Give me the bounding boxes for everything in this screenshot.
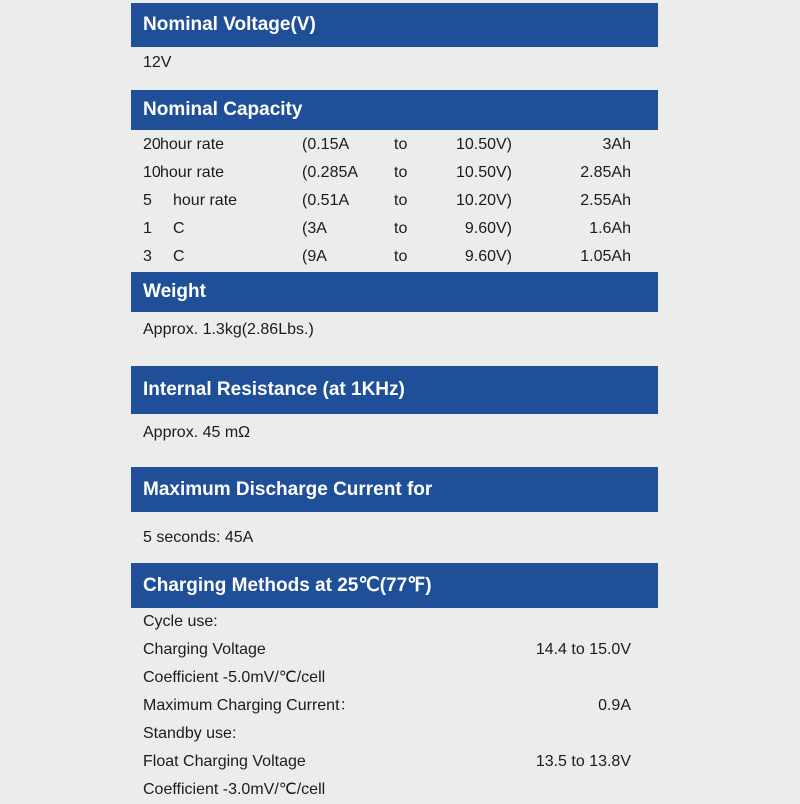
rate-to: to [394,164,408,181]
section-title: Nominal Voltage(V) [143,14,316,35]
rate-capacity: 3Ah [602,136,631,153]
nominal-voltage-value: 12V [143,54,172,71]
rate-capacity: 1.6Ah [589,220,631,237]
rate-to: to [394,220,408,237]
spec-sheet [131,0,658,804]
rate-to: to [394,192,408,209]
rate-current: (0.51A [302,192,350,209]
rate-number: 3 [143,248,152,265]
section-header-charging-methods [131,563,658,608]
section-header-max-discharge [131,467,658,512]
capacity-row [131,243,658,271]
standby-coefficient: Coefficient -3.0mV/℃/cell [143,781,326,798]
rate-end-voltage: 10.20V) [455,192,512,209]
rate-name: hour rate [173,192,238,209]
rate-number: 1 [143,220,152,237]
section-header-internal-resistance [131,366,658,414]
rate-name: hour rate [160,164,225,181]
max-discharge-value: 5 seconds: 45A [143,529,254,546]
section-header-nominal-voltage [131,3,658,47]
rate-number: 5 [143,192,152,209]
charging-details [131,608,658,804]
standby-use-label: Standby use: [143,725,237,742]
internal-resistance-value: Approx. 45 mΩ [143,424,251,441]
rate-number: 20 [143,136,161,153]
rate-end-voltage: 9.60V) [464,248,512,265]
rate-to: to [394,136,408,153]
capacity-row [131,131,658,159]
float-charging-voltage-row [131,748,658,776]
max-charging-current-value: 0.9A [598,697,631,714]
section-title: Charging Methods at 25℃(77℉) [143,575,432,596]
charging-voltage-label: Charging Voltage [143,641,266,658]
max-charging-current-label: Maximum Charging Current： [143,697,356,714]
float-charging-voltage-value: 13.5 to 13.8V [535,753,631,770]
rate-current: (0.285A [302,164,359,181]
charging-voltage-row [131,636,658,664]
rate-capacity: 2.55Ah [580,192,631,209]
capacity-row [131,159,658,187]
capacity-row [131,187,658,215]
rate-name: C [173,220,185,237]
capacity-row [131,215,658,243]
section-title: Nominal Capacity [143,99,303,120]
rate-to: to [394,248,408,265]
rate-end-voltage: 9.60V) [464,220,512,237]
charging-voltage-value: 14.4 to 15.0V [535,641,631,658]
section-header-nominal-capacity [131,90,658,130]
rate-current: (0.15A [302,136,350,153]
section-title: Weight [143,281,206,302]
rate-name: C [173,248,185,265]
section-title: Maximum Discharge Current for [143,478,433,500]
section-title: Internal Resistance (at 1KHz) [143,379,405,400]
cycle-coefficient: Coefficient -5.0mV/℃/cell [143,669,326,686]
rate-name: hour rate [160,136,225,153]
section-header-weight [131,272,658,312]
capacity-table [131,131,658,271]
rate-current: (9A [302,248,327,265]
weight-value: Approx. 1.3kg(2.86Lbs.) [143,321,314,338]
rate-number: 10 [143,164,161,181]
max-charging-current-row [131,692,658,720]
rate-end-voltage: 10.50V) [455,164,512,181]
rate-capacity: 1.05Ah [580,248,631,265]
rate-end-voltage: 10.50V) [455,136,512,153]
float-charging-voltage-label: Float Charging Voltage [143,753,306,770]
rate-current: (3A [302,220,327,237]
cycle-use-label: Cycle use: [143,613,218,630]
rate-capacity: 2.85Ah [580,164,631,181]
